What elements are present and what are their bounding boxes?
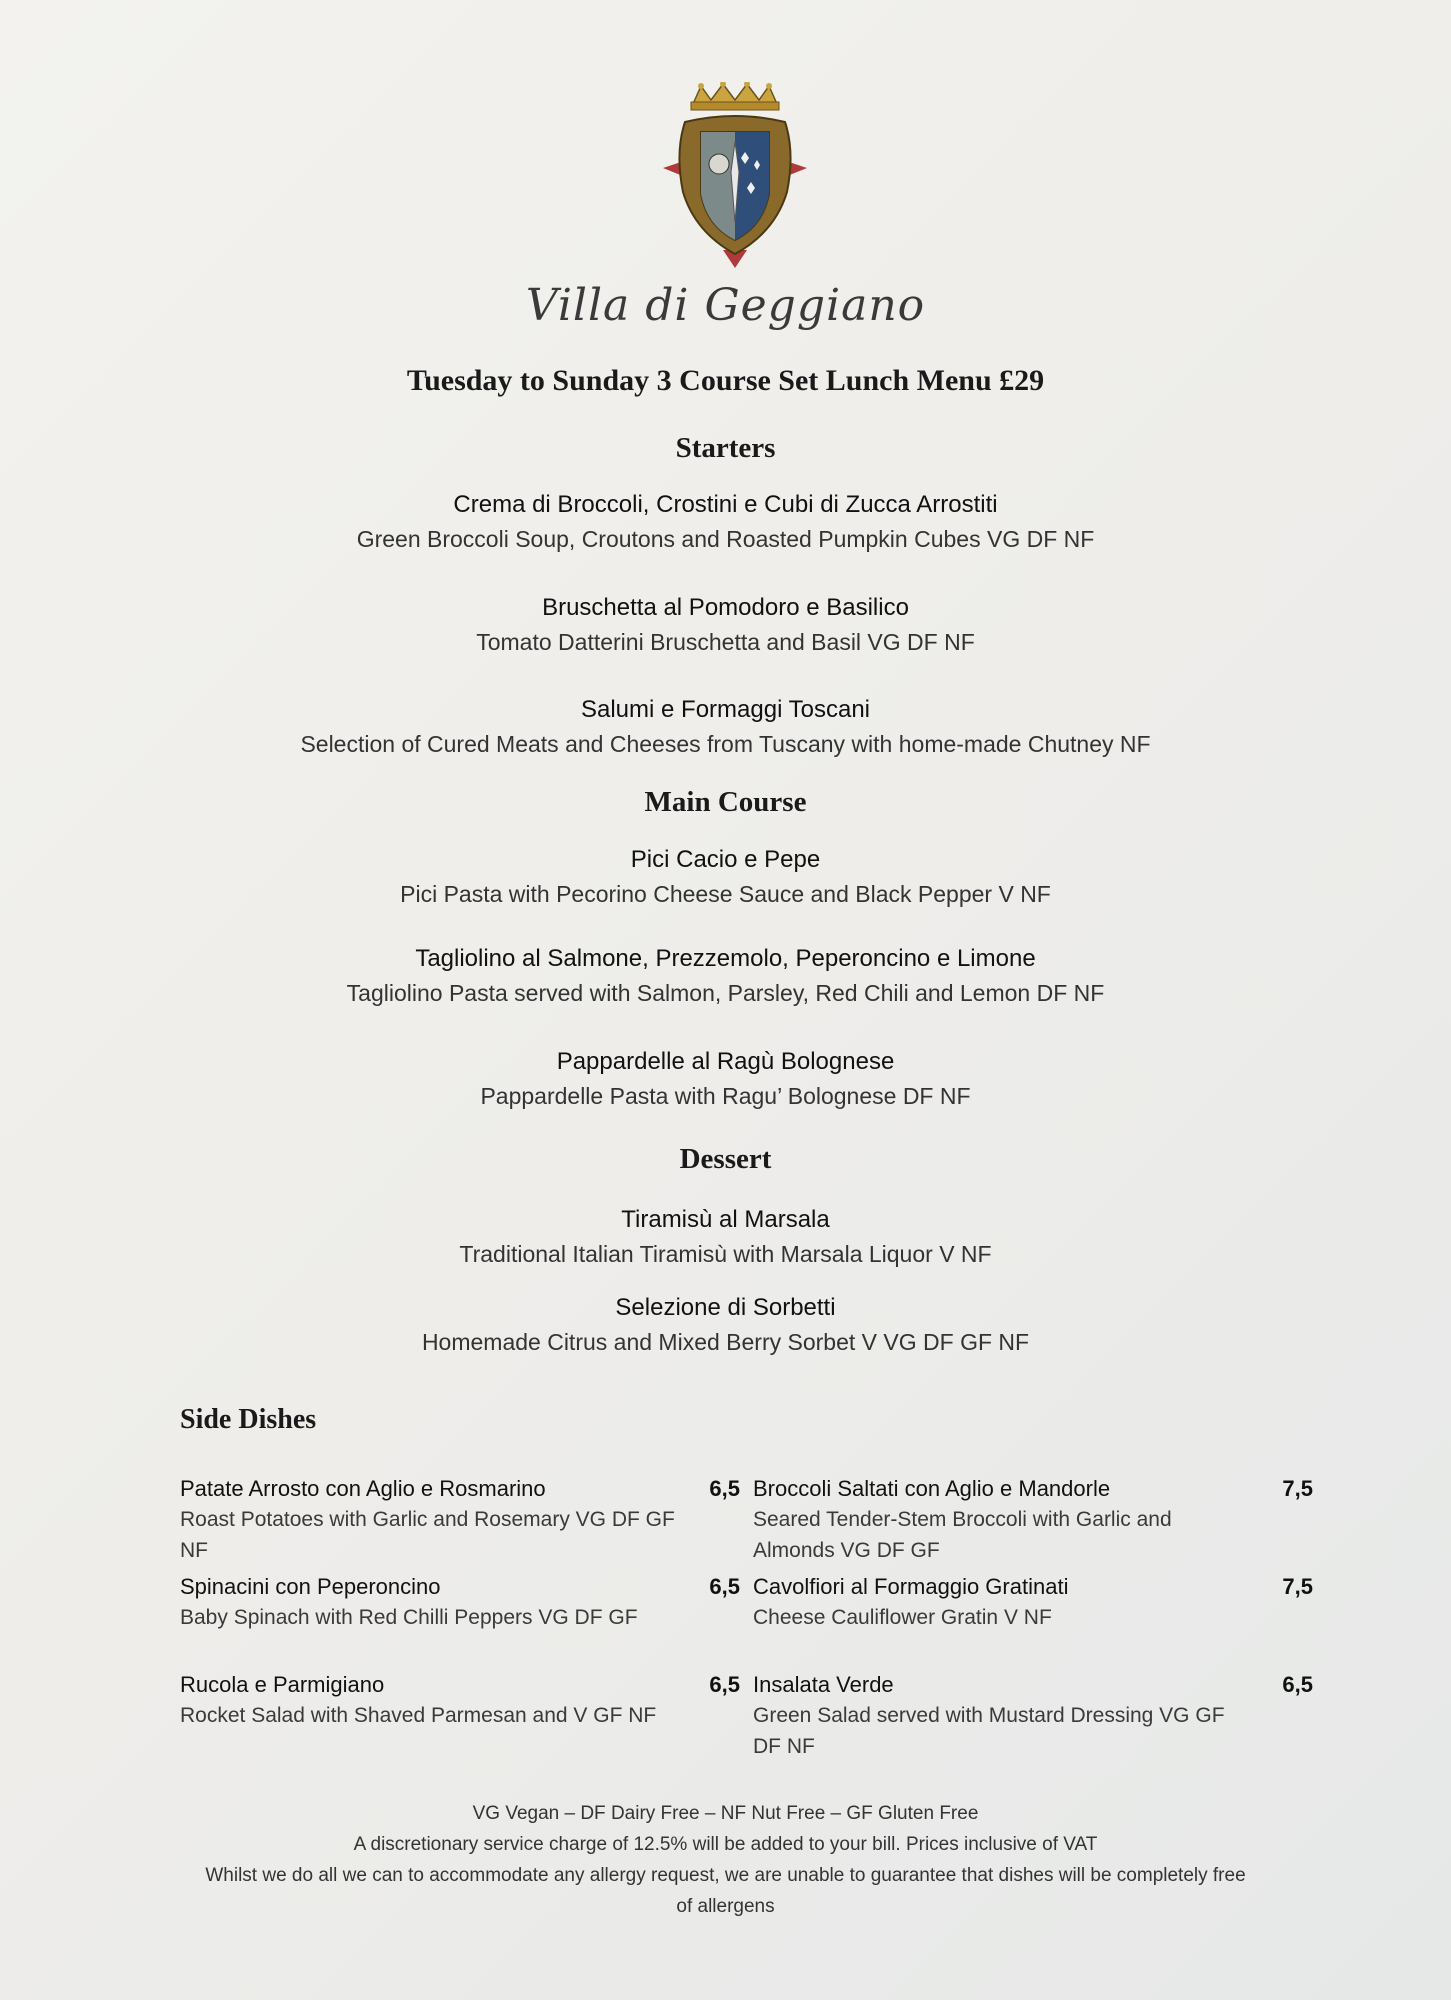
dessert-item bbox=[0, 1291, 1451, 1359]
allergy-note: Whilst we do all we can to accommodate any allergy request, we are unable to guarantee that dishes will be completely free of allergens bbox=[205, 1865, 1246, 1917]
main-item bbox=[0, 942, 1451, 1010]
dish-description: Seared Tender-Stem Broccoli with Garlic and Almonds VG DF GF bbox=[753, 1508, 1172, 1562]
dish-description: Homemade Citrus and Mixed Berry Sorbet V VG DF GF NF bbox=[421, 1329, 1030, 1355]
dish-description: Pappardelle Pasta with Ragu’ Bolognese DF NF bbox=[480, 1083, 971, 1109]
dish-price: 6,5 bbox=[709, 1476, 740, 1501]
dish-name-italian: Rucola e Parmigiano bbox=[180, 1672, 385, 1697]
dish-name-italian: Patate Arrosto con Aglio e Rosmarino bbox=[180, 1476, 546, 1501]
dish-price: 7,5 bbox=[1282, 1574, 1313, 1599]
starter-item bbox=[0, 693, 1451, 761]
dish-name-italian: Pici Cacio e Pepe bbox=[630, 846, 821, 873]
dish-description: Baby Spinach with Red Chilli Peppers VG DF GF bbox=[180, 1606, 638, 1629]
dish-name-italian: Insalata Verde bbox=[753, 1672, 894, 1697]
dish-name-italian: Salumi e Formaggi Toscani bbox=[580, 696, 871, 723]
service-charge-note: A discretionary service charge of 12.5% will be added to your bill. Prices inclusive of VAT bbox=[353, 1834, 1098, 1855]
side-dishes-heading: Side Dishes bbox=[180, 1404, 317, 1435]
dish-name-italian: Cavolfiori al Formaggio Gratinati bbox=[753, 1574, 1069, 1599]
main-item bbox=[0, 843, 1451, 911]
dish-price: 6,5 bbox=[1282, 1672, 1313, 1697]
main-course-heading: Main Course bbox=[644, 786, 807, 818]
dish-description: Green Salad served with Mustard Dressing VG GF DF NF bbox=[753, 1704, 1225, 1758]
dish-name-italian: Spinacini con Peperoncino bbox=[180, 1574, 441, 1599]
main-item bbox=[0, 1045, 1451, 1113]
side-dish-item bbox=[180, 1669, 740, 1731]
villa-crest-logo bbox=[645, 82, 825, 272]
menu-title: Tuesday to Sunday 3 Course Set Lunch Menu £29 bbox=[406, 364, 1045, 397]
dish-description: Rocket Salad with Shaved Parmesan and V GF NF bbox=[180, 1704, 657, 1727]
dish-description: Cheese Cauliflower Gratin V NF bbox=[753, 1606, 1052, 1629]
dietary-legend: VG Vegan – DF Dairy Free – NF Nut Free – GF Gluten Free bbox=[472, 1803, 979, 1824]
dish-description: Roast Potatoes with Garlic and Rosemary VG DF GF NF bbox=[180, 1508, 675, 1562]
dish-description: Traditional Italian Tiramisù with Marsala Liquor V NF bbox=[459, 1241, 992, 1267]
dish-description: Tagliolino Pasta served with Salmon, Parsley, Red Chili and Lemon DF NF bbox=[346, 980, 1105, 1006]
menu-footer bbox=[0, 1798, 1451, 1922]
dish-price: 7,5 bbox=[1282, 1476, 1313, 1501]
dessert-item bbox=[0, 1203, 1451, 1271]
dish-name-italian: Crema di Broccoli, Crostini e Cubi di Zucca Arrostiti bbox=[453, 491, 998, 518]
brand-name: Villa di Geggiano bbox=[525, 280, 926, 331]
dish-description: Pici Pasta with Pecorino Cheese Sauce and Black Pepper V NF bbox=[400, 881, 1051, 907]
dish-price: 6,5 bbox=[709, 1672, 740, 1697]
side-dish-item bbox=[180, 1571, 740, 1633]
starters-heading: Starters bbox=[675, 432, 776, 464]
dish-name-italian: Tiramisù al Marsala bbox=[621, 1206, 830, 1233]
dish-name-italian: Tagliolino al Salmone, Prezzemolo, Peperoncino e Limone bbox=[415, 945, 1036, 972]
starter-item bbox=[0, 488, 1451, 556]
side-dish-item bbox=[180, 1473, 740, 1566]
dish-description: Green Broccoli Soup, Croutons and Roasted Pumpkin Cubes VG DF NF bbox=[356, 526, 1095, 552]
dessert-heading: Dessert bbox=[679, 1143, 772, 1175]
side-dish-item bbox=[753, 1571, 1313, 1633]
dish-name-italian: Broccoli Saltati con Aglio e Mandorle bbox=[753, 1476, 1111, 1501]
dish-name-italian: Bruschetta al Pomodoro e Basilico bbox=[542, 594, 909, 621]
side-dish-item bbox=[753, 1473, 1313, 1566]
crown-icon bbox=[691, 82, 779, 110]
dish-name-italian: Pappardelle al Ragù Bolognese bbox=[556, 1048, 895, 1075]
dish-description: Selection of Cured Meats and Cheeses from Tuscany with home-made Chutney NF bbox=[300, 731, 1151, 757]
dish-description: Tomato Datterini Bruschetta and Basil VG DF NF bbox=[476, 629, 975, 655]
dish-name-italian: Selezione di Sorbetti bbox=[615, 1294, 836, 1321]
starter-item bbox=[0, 591, 1451, 659]
dish-price: 6,5 bbox=[709, 1574, 740, 1599]
side-dish-item bbox=[753, 1669, 1313, 1762]
